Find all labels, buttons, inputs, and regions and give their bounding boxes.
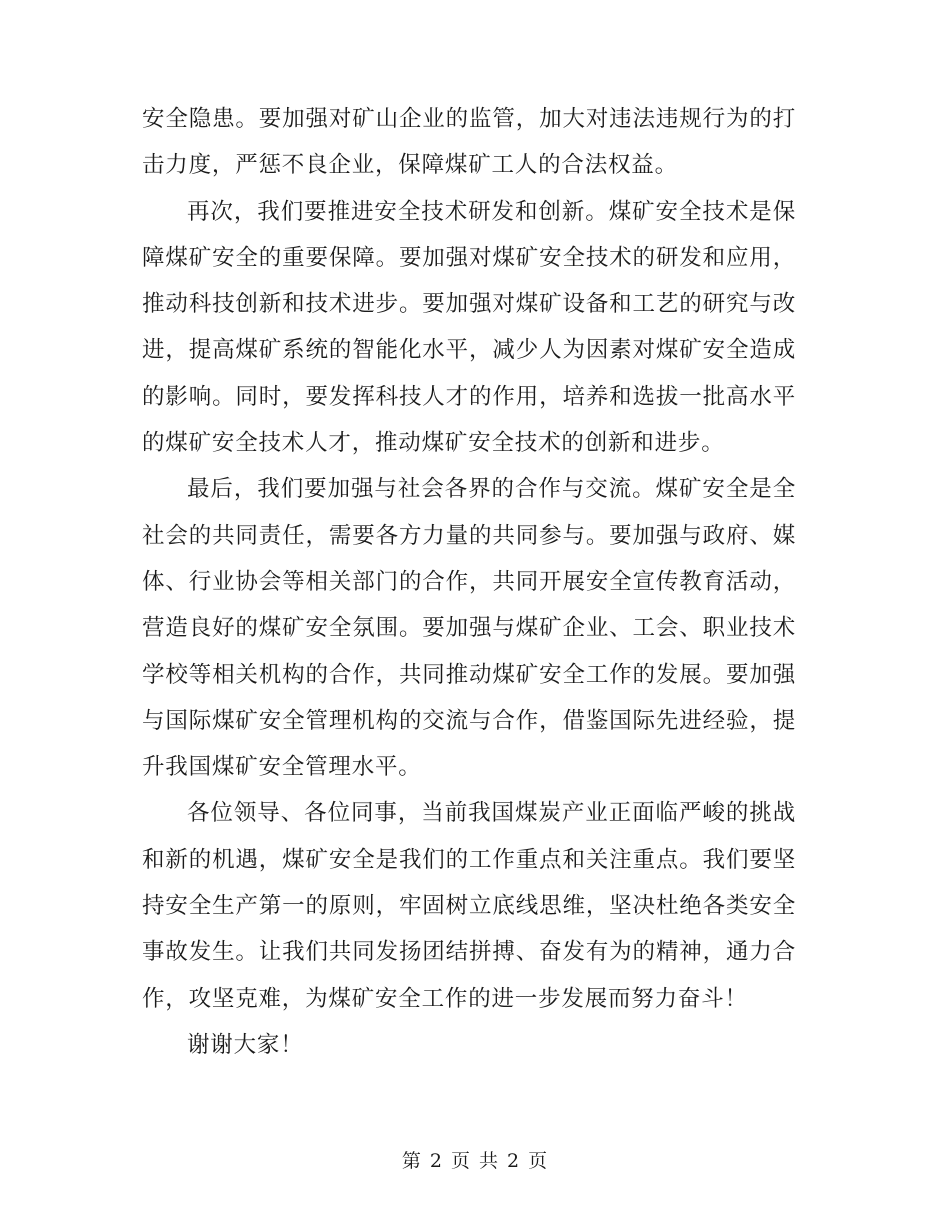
footer-label-ye2: 页 — [528, 1150, 549, 1172]
paragraph-conclusion: 各位领导、各位同事，当前我国煤炭产业正面临严峻的挑战和新的机遇，煤矿安全是我们的工作重点和关注重点。我们要坚持安全生产第一的原则，牢固树立底线思维，坚决杜绝各类安全事故发生。让我们共同发扬团结拼搏、奋发有为的精神，通力合作，攻坚克难，为煤矿安全工作的进一步发展而努力奋斗！ — [142, 800, 796, 1012]
paragraph-continued: 安全隐患。要加强对矿山企业的监管，加大对违法违规行为的打击力度，严惩不良企业，保障煤矿工人的合法权益。 — [142, 106, 796, 179]
footer-total-pages: 2 — [507, 1150, 521, 1172]
page-footer — [0, 1146, 950, 1173]
document-body — [142, 96, 796, 1068]
footer-label-ye: 页 — [450, 1150, 471, 1172]
paragraph-tech-innovation: 再次，我们要推进安全技术研发和创新。煤矿安全技术是保障煤矿安全的重要保障。要加强对煤矿安全技术的研发和应用，推动科技创新和技术进步。要加强对煤矿设备和工艺的研究与改进，提高煤矿系统的智能化水平，减少人为因素对煤矿安全造成的影响。同时，要发挥科技人才的作用，培养和选拔一批高水平的煤矿安全技术人才，推动煤矿安全技术的创新和进步。 — [142, 198, 796, 457]
footer-label-di: 第 — [401, 1150, 422, 1172]
paragraph-cooperation: 最后，我们要加强与社会各界的合作与交流。煤矿安全是全社会的共同责任，需要各方力量的共同参与。要加强与政府、媒体、行业协会等相关部门的合作，共同开展安全宣传教育活动，营造良好的煤矿安全氛围。要加强与煤矿企业、工会、职业技术学校等相关机构的合作，共同推动煤矿安全工作的发展。要加强与国际煤矿安全管理机构的交流与合作，借鉴国际先进经验，提升我国煤矿安全管理水平。 — [142, 476, 796, 781]
footer-label-gong: 共 — [479, 1150, 500, 1172]
footer-current-page: 2 — [429, 1150, 443, 1172]
paragraph-thanks: 谢谢大家！ — [187, 1031, 304, 1058]
